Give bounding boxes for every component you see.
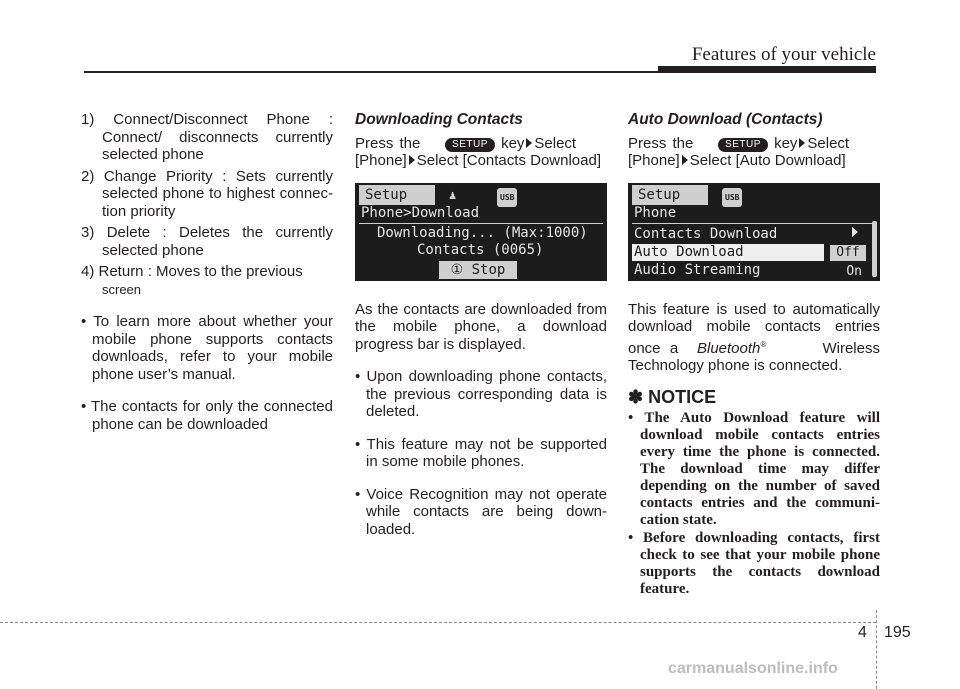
- chapter-number: 4: [858, 624, 867, 641]
- arrow-right-icon: [799, 138, 805, 148]
- paragraph-text: Wireless Technology phone is connected.: [628, 339, 880, 374]
- chevron-right-icon: [852, 227, 858, 237]
- list-item: 3) Delete : Deletes the currently selected phone: [81, 224, 333, 259]
- column-1: [81, 111, 333, 437]
- instruction-text: [Phone]: [355, 152, 407, 169]
- arrow-right-icon: [682, 155, 688, 165]
- instruction-line: [628, 152, 880, 170]
- section-title: Downloading Contacts: [355, 111, 523, 128]
- section-title: Auto Download (Contacts): [628, 111, 823, 128]
- lcd-line: Phone>Download: [361, 204, 480, 221]
- setup-key-icon: SETUP: [445, 138, 495, 152]
- instruction-text: Select [Contacts Download]: [416, 152, 601, 169]
- instruction-text: key: [501, 134, 525, 152]
- bullet-item: • To learn more about whether your mobile phone supports contacts downloads, refer to your mobile phone user’s manual.: [81, 313, 333, 383]
- lcd-screen-download: [355, 183, 607, 281]
- stop-button[interactable]: ① Stop: [439, 261, 517, 279]
- notice-item: • Before downloading contacts, first check to see that your mobile phone supports the contacts download feature.: [628, 530, 880, 597]
- instruction-text: Select: [534, 134, 577, 152]
- instruction-text: Press the: [355, 134, 421, 152]
- auto-download-value: Off: [830, 245, 866, 261]
- instruction-text: key: [774, 134, 798, 152]
- menu-item-auto-download[interactable]: Auto Download: [632, 244, 824, 261]
- notice-title: ✽ NOTICE: [628, 386, 717, 407]
- menu-item-contacts-download[interactable]: Contacts Download: [634, 225, 778, 242]
- usb-icon: USB: [722, 188, 742, 208]
- arrow-right-icon: [409, 155, 415, 165]
- paragraph: As the contacts are downloaded from the mobile phone, a download progress bar is displayed.: [355, 300, 607, 353]
- instruction-text: Select: [807, 134, 850, 152]
- lcd-rule: [359, 223, 603, 224]
- list-item: [81, 263, 333, 298]
- lcd-tab-setup: Setup: [632, 185, 708, 205]
- setup-key-icon: SETUP: [718, 138, 768, 152]
- bullet-item: • The contacts for only the connected phone can be downloaded: [81, 398, 333, 433]
- bullet-item: • Voice Recognition may not operate while contacts are being down-loaded.: [355, 485, 607, 538]
- notice-item: • The Auto Download feature will download mobile contacts entries every time the phone is connected. The download time may differ depending on the number of saved contacts entries and the communi-cation state.: [628, 410, 880, 528]
- watermark: carmanualsonline.info: [668, 660, 838, 677]
- menu-item-audio-streaming[interactable]: Audio Streaming: [634, 261, 761, 278]
- brand-text: Bluetooth: [696, 339, 761, 357]
- header-rule-accent: [658, 66, 876, 73]
- instruction-line: [355, 135, 607, 153]
- lcd-line: Downloading... (Max:1000): [377, 224, 588, 241]
- instruction-line: [355, 152, 607, 170]
- list-item-text: 4) Return : Moves to the previous: [81, 263, 303, 280]
- column-3: [628, 111, 880, 599]
- scrollbar[interactable]: [872, 221, 877, 277]
- audio-streaming-value: On: [846, 263, 862, 279]
- instruction-line: [628, 135, 880, 153]
- header-title: Features of your vehicle: [691, 44, 876, 65]
- column-2: [355, 111, 607, 542]
- person-icon: ♟: [449, 187, 457, 202]
- arrow-right-icon: [526, 138, 532, 148]
- list-item: 1) Connect/Disconnect Phone : Connect/ disconnects currently selected phone: [81, 111, 333, 163]
- footer-rule: [0, 622, 876, 624]
- lcd-screen-auto-download: [628, 183, 880, 281]
- bullet-item: • This feature may not be supported in some mobile phones.: [355, 435, 607, 470]
- paragraph-text: This feature is used to automatically download mobile contacts entries once a: [628, 300, 880, 357]
- list-item: 2) Change Priority : Sets currently selected phone to highest connec-tion priority: [81, 167, 333, 220]
- lcd-title: Phone: [634, 204, 677, 221]
- bluetooth-icon: ᛒ: [694, 187, 702, 202]
- paragraph: [628, 301, 880, 375]
- page-number: 195: [884, 624, 911, 641]
- instruction-text: Press the: [628, 134, 694, 152]
- usb-icon: USB: [497, 188, 517, 208]
- registered-mark: ®: [760, 339, 767, 349]
- lcd-rule: [632, 223, 876, 224]
- instruction-text: Select [Auto Download]: [689, 152, 846, 169]
- footer-divider: [876, 610, 878, 689]
- instruction-text: [Phone]: [628, 152, 680, 169]
- lcd-tab-setup: Setup: [359, 185, 435, 205]
- bullet-item: • Upon downloading phone contacts, the previous corresponding data is deleted.: [355, 368, 607, 420]
- lcd-line: Contacts (0065): [417, 241, 544, 258]
- list-item-tail: screen: [102, 281, 142, 297]
